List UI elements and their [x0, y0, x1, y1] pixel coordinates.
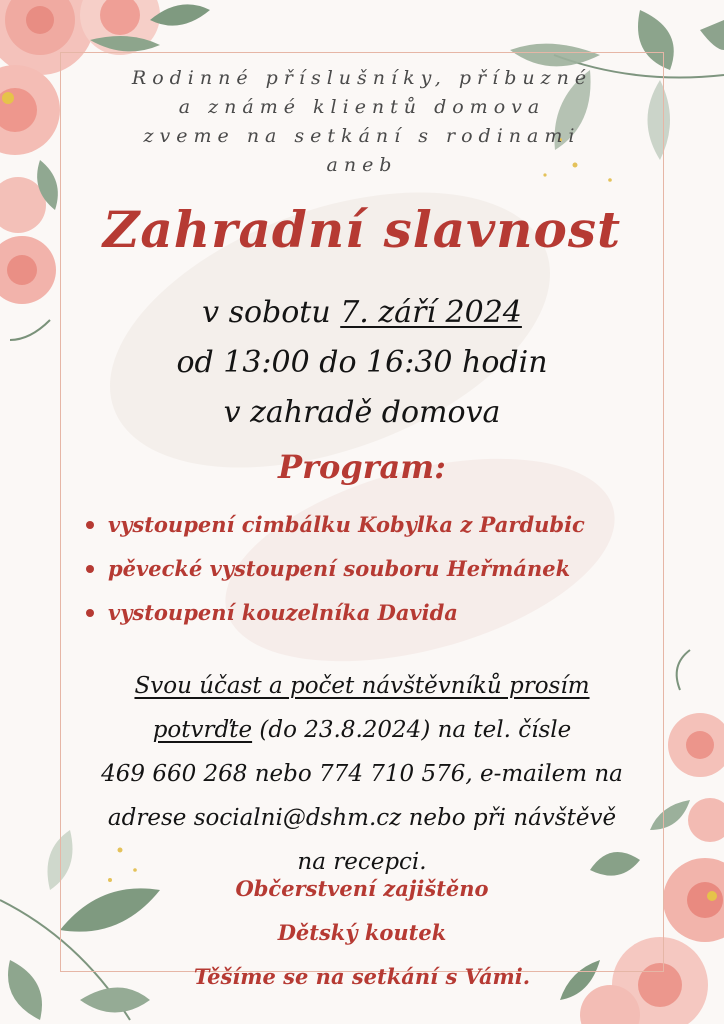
footer-closing: Těšíme se na setkání s Vámi. — [193, 964, 531, 989]
rsvp-line-3: 469 660 268 nebo 774 710 576, e-mailem na — [101, 761, 623, 787]
event-date-line — [0, 288, 724, 338]
program-item — [86, 505, 585, 549]
event-details — [0, 288, 724, 438]
rsvp-line-2 — [0, 708, 724, 752]
event-date-prefix: v sobotu — [202, 295, 341, 330]
rsvp-text — [0, 664, 724, 884]
program-item-text: vystoupení cimbálku Kobylka z Pardubic — [108, 512, 585, 537]
intro-text — [0, 64, 724, 180]
program-item-text: pěvecké vystoupení souboru Heřmánek — [108, 556, 571, 581]
rsvp-line-5: na recepci. — [297, 849, 427, 875]
bullet-icon — [86, 521, 94, 529]
intro-line-3: zveme na setkání s rodinami — [143, 125, 581, 147]
program-item — [86, 593, 585, 637]
program-item-text: vystoupení kouzelníka Davida — [108, 600, 458, 625]
event-date: 7. září 2024 — [340, 295, 522, 330]
rsvp-line-4: adrese socialni@dshm.cz nebo při návštěvě — [107, 805, 617, 831]
bullet-icon — [86, 609, 94, 617]
rsvp-confirm-word: potvrďte — [152, 717, 253, 743]
event-time: od 13:00 do 16:30 hodin — [176, 345, 548, 380]
program-list — [86, 505, 585, 637]
program-heading: Program: — [278, 448, 446, 486]
intro-line-4: aneb — [326, 154, 398, 176]
rsvp-deadline: (do 23.8.2024) na tel. čísle — [252, 717, 572, 743]
intro-line-1: Rodinné příslušníky, příbuzné — [131, 67, 593, 89]
event-place: v zahradě domova — [223, 395, 501, 430]
footer-refreshments: Občerstvení zajištěno — [235, 876, 489, 901]
footer-kids-corner: Dětský koutek — [277, 920, 447, 945]
intro-line-2: a známé klientů domova — [178, 96, 546, 118]
bullet-icon — [86, 565, 94, 573]
program-item — [86, 549, 585, 593]
event-title: Zahradní slavnost — [102, 200, 622, 259]
rsvp-line-1: Svou účast a počet návštěvníků prosím — [134, 673, 590, 699]
